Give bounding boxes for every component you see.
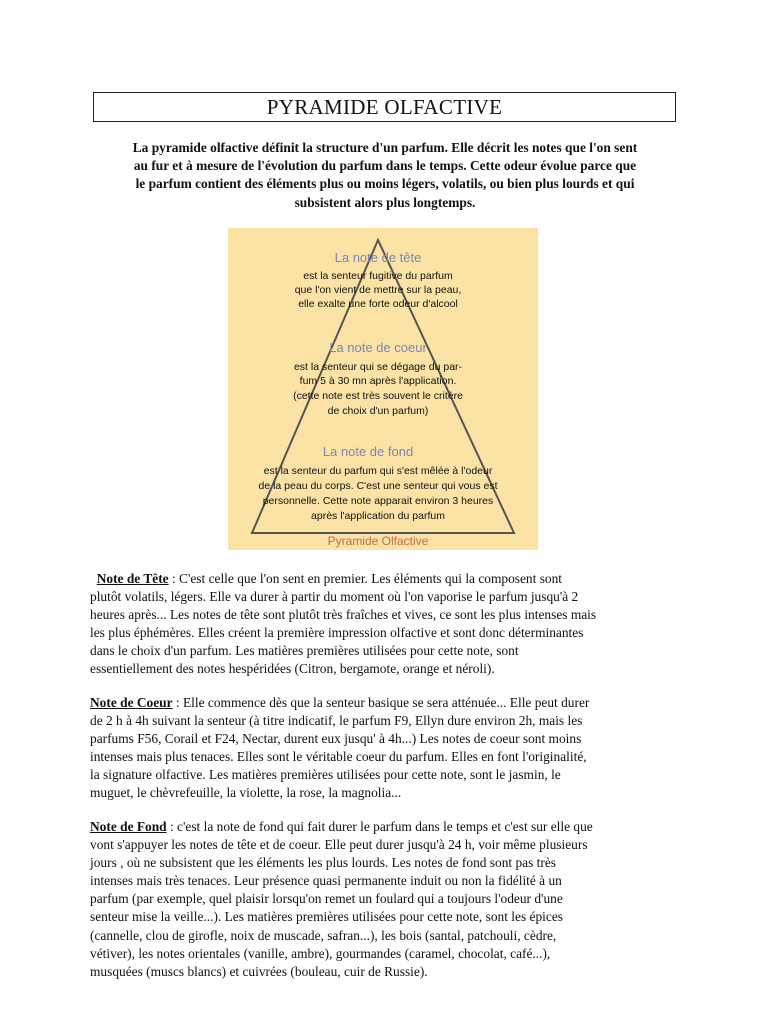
section-line: vétiver), les notes orientales (vanille, ambre), gourmandes (caramel, chocolat, café...), bbox=[90, 945, 551, 961]
section-note-de-tete bbox=[90, 570, 690, 679]
pyramid-diagram bbox=[228, 228, 538, 550]
section-heading-fond: Note de Fond bbox=[90, 819, 167, 834]
intro-line: La pyramide olfactive définit la structure d'un parfum. Elle décrit les notes que l'on sent bbox=[132, 140, 638, 155]
base-note-line: est la senteur du parfum qui s'est mêlée à l'odeur bbox=[263, 465, 493, 477]
base-note-heading: La note de fond bbox=[322, 444, 414, 459]
base-note-line: après l'application du parfum bbox=[311, 510, 445, 522]
intro-line: le parfum contient des éléments plus ou moins légers, volatils, ou bien plus lourds et qui bbox=[135, 176, 635, 192]
section-line: muguet, le chèvrefeuille, la violette, la rose, la magnolia... bbox=[90, 785, 402, 801]
figure-caption: Pyramide Olfactive bbox=[327, 534, 429, 548]
section-line: jours , où ne subsistent que les éléments les plus lourds. Les notes de fond sont pas très bbox=[90, 855, 557, 871]
section-line: dans le choix d'un parfum. Les matières premières utilisées pour cette note, sont bbox=[90, 643, 519, 659]
section-line: les plus éphémères. Elles créent la première impression olfactive et sont donc déterminantes bbox=[90, 625, 584, 641]
section-text: : Elle commence dès que la senteur basique se sera atténuée... Elle peut durer bbox=[172, 695, 590, 710]
section-line: parfums F56, Corail et F24, Nectar, durent eux jusqu' à 4h...) Les notes de coeur sont moins bbox=[90, 731, 582, 747]
middle-note-heading: La note de coeur bbox=[329, 340, 427, 355]
intro-paragraph bbox=[90, 139, 680, 212]
section-line: parfum (par exemple, quel plaisir lorsqu'on remet un foulard qui a toujours l'odeur d'une bbox=[90, 891, 563, 907]
page-title: PYRAMIDE OLFACTIVE bbox=[266, 95, 503, 119]
middle-note-line: (cette note est très souvent le critère bbox=[293, 390, 463, 402]
section-first-line bbox=[90, 694, 690, 712]
intro-line: au fur et à mesure de l'évolution du parfum dans le temps. Cette odeur évolue parce que bbox=[133, 158, 637, 174]
middle-note-line: est la senteur qui se dégage du par- bbox=[293, 361, 463, 373]
top-note-heading: La note de tête bbox=[334, 250, 422, 265]
section-line: musquées (muscs blancs) et cuivrées (bouleau, cuir de Russie). bbox=[90, 963, 428, 979]
section-text: : c'est la note de fond qui fait durer le parfum dans le temps et c'est sur elle que bbox=[166, 819, 593, 834]
section-line: la signature olfactive. Les matières premières utilisées pour cette note, sont le jasmin, le bbox=[90, 767, 561, 783]
section-note-de-fond bbox=[90, 818, 690, 981]
indent-space bbox=[90, 571, 97, 586]
intro-line: subsistent alors plus longtemps. bbox=[294, 194, 476, 210]
top-note-line: que l'on vient de mettre sur la peau, bbox=[294, 284, 462, 296]
section-line: essentiellement des notes hespéridées (Citron, bergamote, orange et néroli). bbox=[90, 661, 495, 677]
base-note-line: personnelle. Cette note apparait environ 3 heures bbox=[262, 495, 494, 507]
page-title-box bbox=[93, 92, 676, 122]
section-line: intenses mais plus tenaces. Elles sont le véritable coeur du parfum. Elles en font l'originalité, bbox=[90, 749, 587, 765]
section-heading-tete: Note de Tête bbox=[96, 571, 169, 586]
section-first-line bbox=[90, 570, 690, 588]
middle-note-line: fum 5 à 30 mn après l'application. bbox=[299, 375, 457, 387]
section-line: vont s'appuyer les notes de tête et de coeur. Elle peut durer jusqu'à 24 h, voir même plusieurs bbox=[90, 837, 588, 853]
base-note-line: de la peau du corps. C'est une senteur qui vous est bbox=[258, 480, 498, 492]
section-line: heures après... Les notes de tête sont plutôt très fraîches et vives, ce sont les plus intenses mais bbox=[90, 607, 597, 623]
top-note-line: elle exalte une forte odeur d'alcool bbox=[298, 298, 458, 310]
middle-note-line: de choix d'un parfum) bbox=[327, 405, 429, 417]
section-first-line bbox=[90, 818, 690, 836]
top-note-line: est la senteur fugitive du parfum bbox=[303, 270, 453, 282]
section-line: (cannelle, clou de girofle, noix de muscade, safran...), les bois (santal, patchouli, cèdre, bbox=[90, 927, 557, 943]
section-heading-coeur: Note de Coeur bbox=[90, 695, 173, 710]
section-line: plutôt volatils, légers. Elle va durer à partir du moment où l'on vaporise le parfum jusqu'à 2 bbox=[90, 589, 579, 605]
section-line: de 2 h à 4h suivant la senteur (à titre indicatif, le parfum F9, Ellyn dure environ 2h, mais les bbox=[90, 713, 583, 729]
section-text: : C'est celle que l'on sent en premier. Les éléments qui la composent sont bbox=[168, 571, 563, 586]
section-note-de-coeur bbox=[90, 694, 690, 803]
section-line: intenses mais très tenaces. Leur présence quasi permanente induit ou non la fidélité à un bbox=[90, 873, 562, 889]
section-line: senteur mise la veille...). Les matières premières utilisées pour cette note, sont les épices bbox=[90, 909, 563, 925]
pyramid-figure bbox=[228, 228, 538, 550]
